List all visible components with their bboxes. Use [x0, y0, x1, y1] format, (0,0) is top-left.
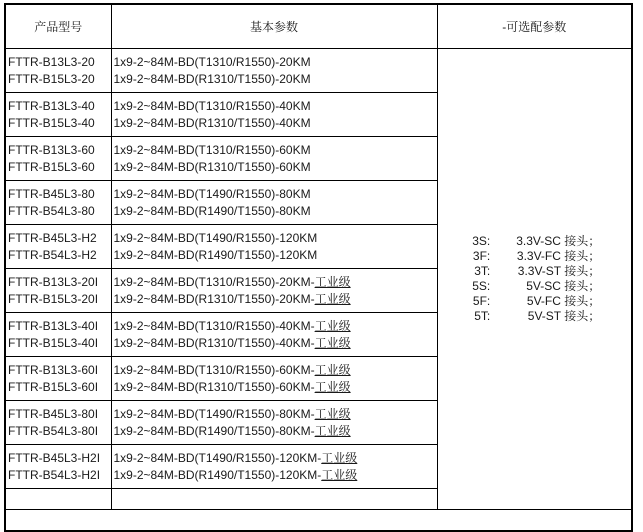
industrial-grade-label: 工业级 — [314, 335, 351, 350]
option-desc: 3.3V-ST 接头； — [517, 264, 601, 278]
model-line: FTTR-B15L3-20 — [8, 71, 95, 86]
model-line: FTTR-B13L3-20 — [8, 54, 95, 69]
option-row — [468, 234, 600, 249]
model-line: FTTR-B13L3-40 — [8, 98, 95, 113]
param-line: 1x9-2~84M-BD(T1490/R1550)-80KM-工业级 — [113, 406, 351, 421]
optional-params-list — [468, 234, 600, 324]
option-desc: 3.3V-SC 接头； — [516, 234, 601, 248]
param-line: 1x9-2~84M-BD(T1310/R1550)-40KM — [113, 98, 311, 113]
model-cell — [5, 181, 111, 225]
option-row — [468, 264, 600, 279]
industrial-grade-label: 工业级 — [314, 379, 351, 394]
param-line: 1x9-2~84M-BD(R1490/T1550)-120KM — [113, 247, 318, 262]
option-code: 3S: — [472, 234, 491, 248]
model-line: FTTR-B15L3-40 — [8, 115, 95, 130]
model-line: FTTR-B13L3-40I — [8, 318, 99, 333]
product-spec-table — [4, 3, 633, 532]
optional-params-cell — [437, 49, 632, 510]
model-cell — [5, 357, 111, 401]
option-row — [468, 249, 600, 264]
param-line: 1x9-2~84M-BD(T1310/R1550)-60KM — [113, 142, 311, 157]
model-cell — [5, 401, 111, 445]
param-cell — [111, 225, 437, 269]
industrial-grade-label: 工业级 — [314, 318, 351, 333]
model-line: FTTR-B13L3-20I — [8, 274, 99, 289]
option-code: 5F: — [472, 294, 491, 308]
option-code: 3T: — [474, 264, 491, 278]
param-cell — [111, 269, 437, 313]
col-header-model: 产品型号 — [5, 4, 111, 49]
param-cell — [111, 313, 437, 357]
model-cell — [5, 225, 111, 269]
model-cell — [5, 93, 111, 137]
param-cell — [111, 49, 437, 93]
model-line: FTTR-B54L3-80I — [8, 423, 99, 438]
industrial-grade-label: 工业级 — [314, 274, 351, 289]
footer-row — [5, 510, 632, 532]
industrial-grade-label: 工业级 — [321, 467, 358, 482]
param-line: 1x9-2~84M-BD(R1310/T1550)-40KM-工业级 — [113, 335, 351, 350]
header-row — [5, 4, 632, 49]
param-cell — [111, 445, 437, 489]
model-line: FTTR-B45L3-H2 — [8, 230, 97, 245]
option-desc: 3.3V-FC 接头； — [516, 249, 601, 263]
footer-cell — [5, 510, 632, 532]
option-code: 5S: — [472, 279, 491, 293]
option-code: 3F: — [472, 249, 491, 263]
param-line: 1x9-2~84M-BD(R1310/T1550)-20KM — [113, 71, 311, 86]
model-line: FTTR-B45L3-H2I — [8, 450, 101, 465]
option-code: 5T: — [474, 309, 491, 323]
param-line: 1x9-2~84M-BD(T1490/R1550)-120KM-工业级 — [113, 450, 358, 465]
param-line: 1x9-2~84M-BD(R1490/T1550)-120KM-工业级 — [113, 467, 358, 482]
model-cell — [5, 269, 111, 313]
industrial-grade-label: 工业级 — [314, 423, 351, 438]
param-cell — [111, 401, 437, 445]
model-line: FTTR-B54L3-80 — [8, 203, 95, 218]
param-cell — [111, 137, 437, 181]
model-line: FTTR-B54L3-H2I — [8, 467, 101, 482]
param-line: 1x9-2~84M-BD(T1490/R1550)-120KM — [113, 230, 318, 245]
param-line: 1x9-2~84M-BD(T1490/R1550)-80KM — [113, 186, 311, 201]
empty-model-cell — [5, 489, 111, 510]
model-line: FTTR-B15L3-20I — [8, 291, 99, 306]
param-cell — [111, 93, 437, 137]
model-cell — [5, 49, 111, 93]
option-desc: 5V-FC 接头； — [526, 294, 601, 308]
empty-param-cell — [111, 489, 437, 510]
model-line: FTTR-B45L3-80I — [8, 406, 99, 421]
option-row — [468, 294, 600, 309]
param-line: 1x9-2~84M-BD(T1310/R1550)-40KM-工业级 — [113, 318, 351, 333]
model-line: FTTR-B15L3-60I — [8, 379, 99, 394]
industrial-grade-label: 工业级 — [314, 362, 351, 377]
option-desc: 5V-ST 接头； — [527, 309, 601, 323]
param-line: 1x9-2~84M-BD(T1310/R1550)-60KM-工业级 — [113, 362, 351, 377]
table-row — [5, 49, 632, 93]
model-cell — [5, 137, 111, 181]
option-row — [468, 279, 600, 294]
model-line: FTTR-B13L3-60I — [8, 362, 99, 377]
model-line: FTTR-B54L3-H2 — [8, 247, 97, 262]
industrial-grade-label: 工业级 — [321, 450, 358, 465]
param-line: 1x9-2~84M-BD(R1490/T1550)-80KM-工业级 — [113, 423, 351, 438]
param-line: 1x9-2~84M-BD(T1310/R1550)-20KM-工业级 — [113, 274, 351, 289]
industrial-grade-label: 工业级 — [314, 406, 351, 421]
param-line: 1x9-2~84M-BD(T1310/R1550)-20KM — [113, 54, 311, 69]
param-cell — [111, 357, 437, 401]
param-cell — [111, 181, 437, 225]
model-line: FTTR-B15L3-60 — [8, 159, 95, 174]
model-line: FTTR-B15L3-40I — [8, 335, 99, 350]
industrial-grade-label: 工业级 — [314, 291, 351, 306]
model-cell — [5, 313, 111, 357]
param-line: 1x9-2~84M-BD(R1310/T1550)-60KM-工业级 — [113, 379, 351, 394]
model-line: FTTR-B13L3-60 — [8, 142, 95, 157]
param-line: 1x9-2~84M-BD(R1310/T1550)-20KM-工业级 — [113, 291, 351, 306]
option-row — [468, 309, 600, 324]
model-line: FTTR-B45L3-80 — [8, 186, 95, 201]
col-header-optional-params: -可选配参数 — [437, 4, 632, 49]
param-line: 1x9-2~84M-BD(R1310/T1550)-40KM — [113, 115, 311, 130]
param-line: 1x9-2~84M-BD(R1310/T1550)-60KM — [113, 159, 311, 174]
option-desc: 5V-SC 接头； — [526, 279, 601, 293]
col-header-basic-params: 基本参数 — [111, 4, 437, 49]
model-cell — [5, 445, 111, 489]
param-line: 1x9-2~84M-BD(R1490/T1550)-80KM — [113, 203, 311, 218]
